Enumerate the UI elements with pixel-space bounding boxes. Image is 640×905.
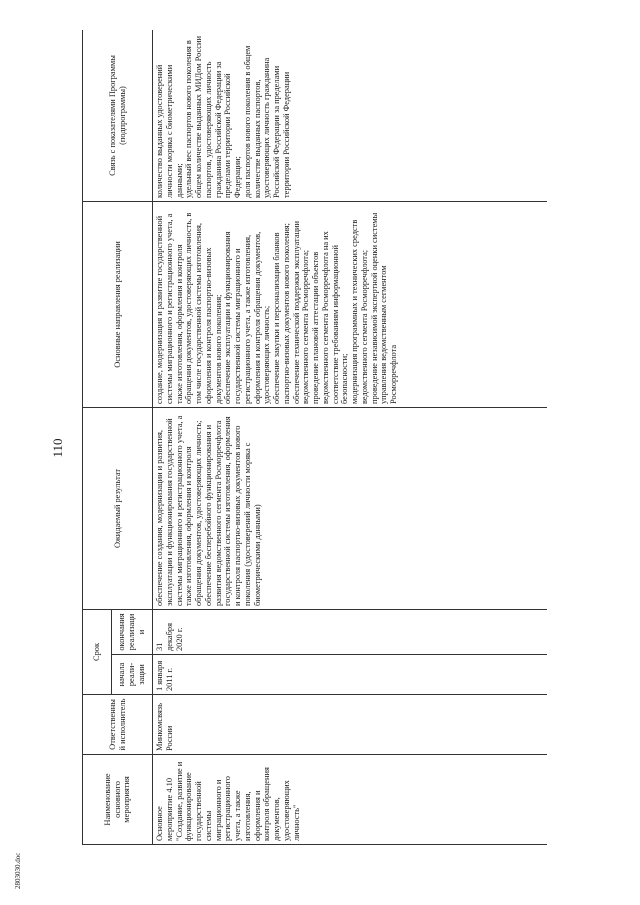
table-sheet <box>82 30 547 845</box>
cell-name: Основное мероприятие 4.10 "Создание, развитие и функционирование государственной системы миграционного и регистрационного учета, а также изготовления, оформления и контроля обращения документов, удостоверяющих личность" <box>153 755 548 845</box>
header-start: начала реали-зации <box>112 655 153 695</box>
header-link: Связь с показателями Программы (подпрограммы) <box>83 30 153 202</box>
header-result: Ожидаемый результат <box>83 408 153 610</box>
header-directions: Основные направления реализации <box>83 202 153 408</box>
cell-end: 31 декабря 2020 г. <box>153 610 548 655</box>
header-term: Срок <box>83 610 112 695</box>
cell-link: количество выданных удостоверений личности моряка с биометрическими данными; удельный вес паспортов нового поколения в общем количестве выданных МИДом России паспортов, удостоверяющих личность гражданина Российской Федерации за пределами территории Российской Федерации; доля паспортов нового поколения в общем количестве выданных паспортов, удостоверяющих личность гражданина Российской Федерации за пределами территории Российской Федерации <box>153 30 548 202</box>
program-table <box>82 30 547 845</box>
header-executor: Ответственный исполнитель <box>83 695 153 755</box>
table-row <box>153 30 548 845</box>
header-row <box>83 30 112 845</box>
header-name: Наименование основного мероприятия <box>83 755 153 845</box>
cell-result: обеспечение создания, модернизации и развития, эксплуатации и функционирования государственной системы миграционного и регистрационного учета, а также изготовления, оформления и контроля обращения документов, удостоверяющих личность; обеспечение бесперебойного функционирования и развития ведомственного сегмента Росморречфлота государственной системы изготовления, оформления и контроля паспортно-визовых документов нового поколения (удостоверений личности моряка с биометрическими данными) <box>153 408 548 610</box>
cell-start: 1 января 2011 г. <box>153 655 548 695</box>
header-end: окончания реализации <box>112 610 153 655</box>
page-number: 110 <box>50 438 65 458</box>
cell-directions: создание, модернизация и развитие государственной системы миграционного и регистрационного учета, а также изготовления, оформления и контроля обращения документов, удостоверяющих личность, в том числе государственной системы изготовления, оформления и контроля паспортно-визовых документов нового поколения; обеспечение эксплуатации и функционирования государственной системы миграционного и регистрационного учета, а также изготовления, оформления и контроля обращения документов, удостоверяющих личность; обеспечение закупки и персонализации бланков паспортно-визовых документов нового поколения; обеспечение технической поддержки эксплуатации ведомственного сегмента Росморречфлота; проведение плановой аттестации объектов ведомственного сегмента Росморречфлота на их соответствие требованиям информационной безопасности; модернизация программных и технических средств ведомственного сегмента Росморречфлота; проведение независимой экспертной оценки системы управления ведомственным сегментом Росморречфлота <box>153 202 548 408</box>
document-id: 2803030.doc <box>14 852 22 889</box>
cell-executor: Минкомсвязь России <box>153 695 548 755</box>
rotated-table-container <box>82 30 547 845</box>
